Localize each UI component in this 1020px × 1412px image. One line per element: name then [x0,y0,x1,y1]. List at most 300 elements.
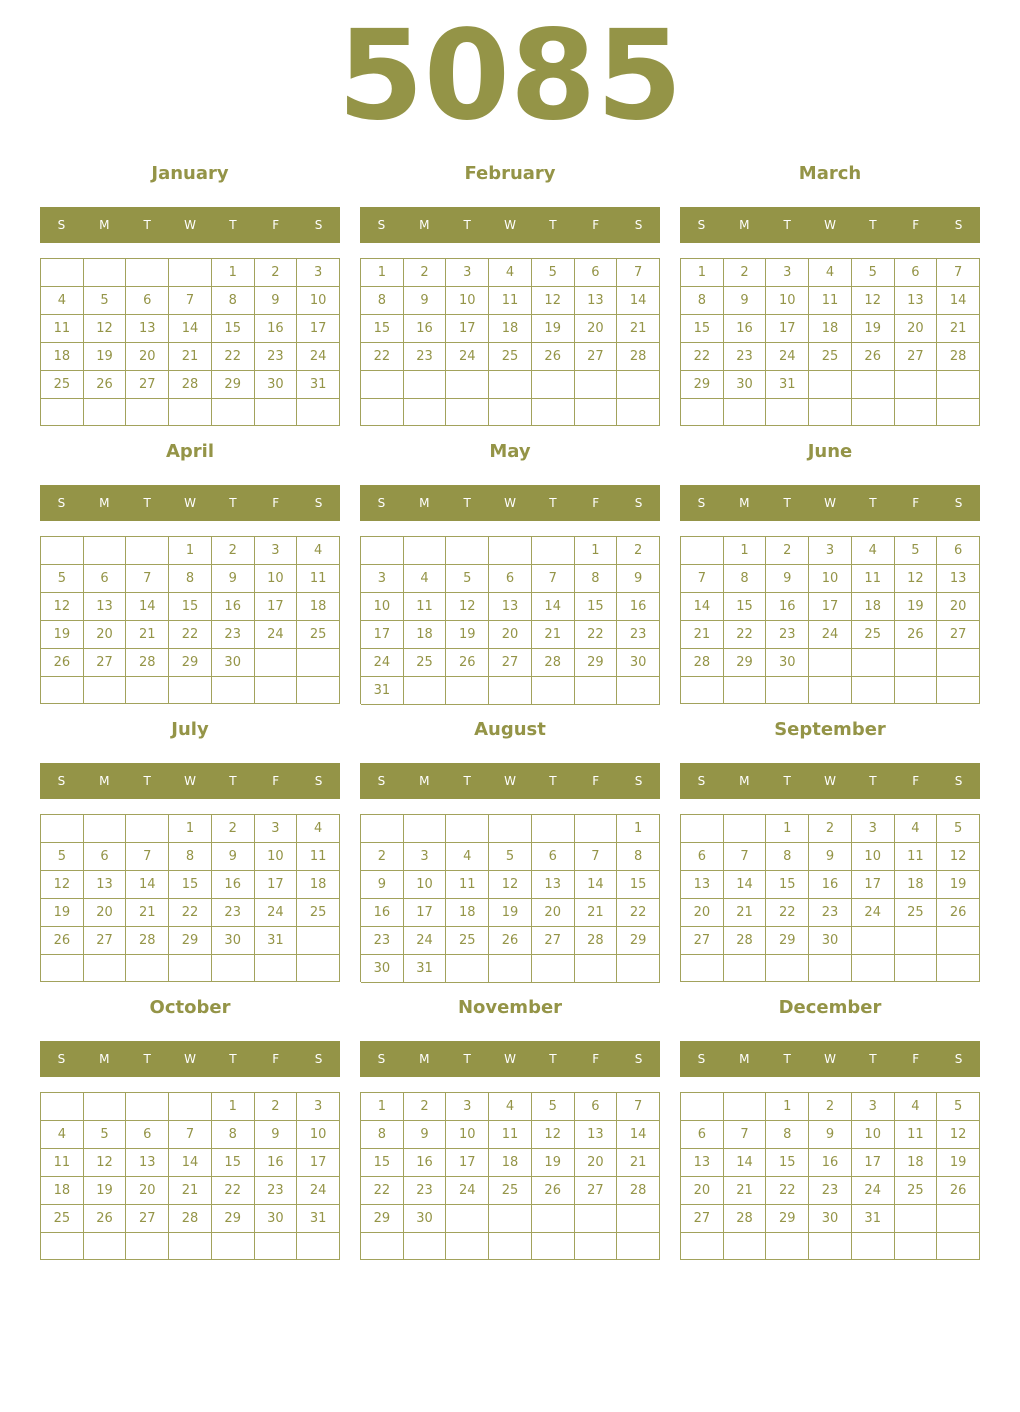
empty-cell [575,815,618,843]
weekday-header [680,1041,980,1077]
day-cell: 7 [937,259,980,287]
empty-cell [84,1233,127,1260]
day-cell: 21 [126,621,169,649]
month-september [680,718,980,982]
month-name: April [165,441,215,462]
day-cell: 18 [41,343,84,371]
month-name: December [778,997,882,1018]
day-cell: 27 [895,343,938,371]
empty-cell [126,1093,169,1121]
weekday-label: S [634,1052,643,1066]
weekday-label: T [549,218,557,232]
day-cell: 23 [404,1177,447,1205]
day-cell: 3 [766,259,809,287]
day-cell: 7 [617,1093,660,1121]
day-cell: 25 [895,899,938,927]
day-cell: 22 [766,899,809,927]
empty-cell [446,677,489,705]
day-cell: 21 [169,343,212,371]
day-cell: 3 [809,537,852,565]
weekday-label: S [377,1052,386,1066]
weekday-label: T [143,774,151,788]
empty-cell [41,537,84,565]
day-cell: 3 [297,1093,340,1121]
month-name: September [774,719,886,740]
empty-cell [489,371,532,399]
weekday-label: T [869,774,877,788]
weekday-label: F [272,496,280,510]
empty-cell [937,399,980,426]
weekday-label: T [463,774,471,788]
weekday-label: T [869,496,877,510]
empty-cell [126,677,169,704]
day-cell: 29 [212,371,255,399]
day-cell: 8 [724,565,767,593]
day-cell: 23 [617,621,660,649]
day-grid [360,536,660,704]
month-name: March [798,163,862,184]
day-cell: 4 [297,537,340,565]
day-cell: 9 [212,565,255,593]
day-cell: 4 [895,1093,938,1121]
weekday-label: M [739,218,750,232]
weekday-label: T [783,496,791,510]
empty-cell [446,537,489,565]
day-cell: 25 [446,927,489,955]
weekday-label: M [739,496,750,510]
day-cell: 2 [361,843,404,871]
empty-cell [84,259,127,287]
empty-cell [809,1233,852,1260]
day-cell: 25 [404,649,447,677]
day-cell: 12 [532,287,575,315]
weekday-label: S [314,774,323,788]
day-cell: 11 [446,871,489,899]
weekday-label: S [314,496,323,510]
day-cell: 23 [212,899,255,927]
month-april [40,440,340,704]
weekday-label: S [697,218,706,232]
weekday-label: T [783,1052,791,1066]
day-cell: 6 [126,287,169,315]
weekday-label: M [739,774,750,788]
empty-cell [852,1233,895,1260]
day-cell: 9 [361,871,404,899]
month-name: November [457,997,563,1018]
day-cell: 29 [681,371,724,399]
weekday-label: F [272,774,280,788]
day-cell: 11 [852,565,895,593]
empty-cell [126,955,169,982]
day-cell: 26 [446,649,489,677]
month-january [40,162,340,426]
empty-cell [84,677,127,704]
day-cell: 14 [169,1149,212,1177]
day-cell: 4 [41,287,84,315]
day-cell: 13 [126,315,169,343]
empty-cell [766,955,809,982]
month-name: May [489,441,531,462]
empty-cell [681,1233,724,1260]
empty-cell [681,537,724,565]
day-cell: 20 [937,593,980,621]
empty-cell [809,399,852,426]
day-cell: 23 [809,899,852,927]
empty-cell [41,677,84,704]
day-cell: 5 [489,843,532,871]
day-cell: 2 [404,1093,447,1121]
day-cell: 9 [212,843,255,871]
weekday-label: T [869,1052,877,1066]
day-cell: 19 [446,621,489,649]
day-cell: 13 [489,593,532,621]
day-cell: 12 [937,1121,980,1149]
month-name: August [474,719,546,740]
day-cell: 8 [361,287,404,315]
day-cell: 11 [489,1121,532,1149]
day-grid [40,814,340,982]
day-cell: 24 [255,899,298,927]
day-cell: 9 [809,1121,852,1149]
day-cell: 19 [41,899,84,927]
empty-cell [617,1233,660,1260]
day-cell: 7 [169,1121,212,1149]
day-cell: 3 [255,815,298,843]
empty-cell [404,537,447,565]
day-cell: 5 [41,565,84,593]
day-cell: 30 [617,649,660,677]
empty-cell [724,399,767,426]
day-cell: 30 [361,955,404,983]
empty-cell [446,371,489,399]
day-cell: 27 [126,371,169,399]
empty-cell [404,677,447,705]
empty-cell [937,1233,980,1260]
day-cell: 21 [169,1177,212,1205]
empty-cell [404,371,447,399]
day-cell: 20 [126,343,169,371]
day-cell: 6 [895,259,938,287]
empty-cell [255,1233,298,1260]
day-cell: 8 [617,843,660,871]
empty-cell [446,1233,489,1260]
day-cell: 21 [724,899,767,927]
day-cell: 28 [169,371,212,399]
weekday-label: W [824,496,836,510]
weekday-label: W [824,218,836,232]
day-cell: 30 [766,649,809,677]
month-name: October [149,997,231,1018]
day-cell: 31 [255,927,298,955]
day-cell: 9 [617,565,660,593]
day-cell: 28 [532,649,575,677]
empty-cell [446,955,489,983]
day-cell: 17 [809,593,852,621]
day-cell: 31 [404,955,447,983]
weekday-header [680,207,980,243]
day-cell: 14 [575,871,618,899]
day-cell: 21 [532,621,575,649]
weekday-label: M [419,1052,430,1066]
day-cell: 10 [404,871,447,899]
weekday-label: M [419,774,430,788]
day-cell: 15 [724,593,767,621]
empty-cell [41,259,84,287]
day-cell: 24 [297,1177,340,1205]
day-cell: 23 [255,1177,298,1205]
day-cell: 22 [212,1177,255,1205]
day-cell: 17 [297,315,340,343]
weekday-label: T [229,1052,237,1066]
day-cell: 25 [297,899,340,927]
empty-cell [852,371,895,399]
day-cell: 16 [766,593,809,621]
empty-cell [575,371,618,399]
day-cell: 5 [84,1121,127,1149]
day-cell: 15 [212,1149,255,1177]
empty-cell [937,677,980,704]
empty-cell [446,399,489,427]
weekday-header [680,485,980,521]
day-cell: 8 [169,843,212,871]
day-cell: 24 [404,927,447,955]
day-cell: 4 [895,815,938,843]
empty-cell [681,815,724,843]
day-cell: 17 [255,593,298,621]
weekday-header [360,485,660,521]
empty-cell [489,1205,532,1233]
weekday-label: T [143,1052,151,1066]
day-grid [40,1092,340,1260]
day-cell: 25 [809,343,852,371]
day-cell: 3 [446,1093,489,1121]
empty-cell [41,1093,84,1121]
day-cell: 28 [126,649,169,677]
day-cell: 27 [575,343,618,371]
day-cell: 17 [297,1149,340,1177]
empty-cell [895,1205,938,1233]
day-grid [680,1092,980,1260]
day-cell: 26 [532,343,575,371]
day-cell: 31 [766,371,809,399]
weekday-label: W [504,496,516,510]
day-cell: 24 [297,343,340,371]
empty-cell [84,815,127,843]
day-cell: 30 [255,371,298,399]
empty-cell [766,677,809,704]
empty-cell [532,371,575,399]
day-cell: 27 [532,927,575,955]
day-cell: 11 [895,843,938,871]
day-cell: 24 [809,621,852,649]
day-cell: 2 [809,815,852,843]
day-cell: 11 [297,843,340,871]
weekday-label: W [184,496,196,510]
weekday-label: W [824,1052,836,1066]
day-cell: 29 [617,927,660,955]
day-cell: 2 [724,259,767,287]
month-february [360,162,660,426]
empty-cell [937,649,980,677]
day-cell: 1 [212,259,255,287]
empty-cell [532,537,575,565]
day-cell: 27 [489,649,532,677]
day-cell: 28 [681,649,724,677]
day-cell: 26 [41,649,84,677]
day-cell: 14 [724,1149,767,1177]
day-cell: 6 [681,843,724,871]
day-cell: 15 [681,315,724,343]
empty-cell [532,399,575,427]
day-cell: 15 [169,593,212,621]
empty-cell [169,955,212,982]
weekday-label: T [463,496,471,510]
day-cell: 13 [84,593,127,621]
day-cell: 10 [809,565,852,593]
day-cell: 1 [169,537,212,565]
empty-cell [617,955,660,983]
weekday-label: M [99,1052,110,1066]
day-cell: 29 [212,1205,255,1233]
empty-cell [724,815,767,843]
empty-cell [41,1233,84,1260]
day-cell: 22 [575,621,618,649]
day-cell: 14 [126,871,169,899]
day-cell: 27 [84,649,127,677]
empty-cell [575,1233,618,1260]
weekday-header [40,485,340,521]
day-cell: 4 [41,1121,84,1149]
day-cell: 25 [895,1177,938,1205]
weekday-label: F [592,774,600,788]
day-cell: 15 [617,871,660,899]
day-cell: 12 [84,1149,127,1177]
day-cell: 20 [681,899,724,927]
day-cell: 26 [937,899,980,927]
day-cell: 11 [404,593,447,621]
day-cell: 21 [617,315,660,343]
day-cell: 21 [617,1149,660,1177]
weekday-label: W [504,218,516,232]
empty-cell [681,955,724,982]
empty-cell [84,955,127,982]
day-cell: 29 [575,649,618,677]
day-cell: 6 [681,1121,724,1149]
day-cell: 20 [575,315,618,343]
day-cell: 3 [297,259,340,287]
day-cell: 6 [489,565,532,593]
day-cell: 30 [809,1205,852,1233]
day-cell: 16 [404,315,447,343]
empty-cell [852,399,895,426]
day-cell: 31 [297,371,340,399]
day-cell: 23 [766,621,809,649]
day-cell: 8 [681,287,724,315]
weekday-label: W [504,774,516,788]
weekday-label: F [912,218,920,232]
day-cell: 7 [169,287,212,315]
day-cell: 7 [126,565,169,593]
empty-cell [169,259,212,287]
day-cell: 20 [84,899,127,927]
day-cell: 11 [41,1149,84,1177]
weekday-header [40,763,340,799]
day-cell: 11 [489,287,532,315]
empty-cell [446,815,489,843]
empty-cell [852,649,895,677]
day-cell: 10 [255,843,298,871]
day-cell: 1 [361,1093,404,1121]
day-cell: 25 [489,1177,532,1205]
day-cell: 15 [575,593,618,621]
day-cell: 26 [852,343,895,371]
empty-cell [489,955,532,983]
month-name: February [464,163,556,184]
day-cell: 15 [361,315,404,343]
day-cell: 23 [255,343,298,371]
day-cell: 18 [297,593,340,621]
empty-cell [404,815,447,843]
day-cell: 1 [766,815,809,843]
day-cell: 22 [169,899,212,927]
weekday-label: T [463,1052,471,1066]
day-cell: 11 [895,1121,938,1149]
day-cell: 17 [255,871,298,899]
day-grid [680,814,980,982]
weekday-label: S [57,218,66,232]
day-cell: 18 [41,1177,84,1205]
month-october [40,996,340,1260]
day-cell: 18 [809,315,852,343]
day-cell: 10 [852,843,895,871]
day-cell: 28 [724,1205,767,1233]
day-cell: 13 [84,871,127,899]
month-june [680,440,980,704]
day-cell: 29 [766,927,809,955]
month-july [40,718,340,982]
day-cell: 23 [361,927,404,955]
day-cell: 4 [446,843,489,871]
day-cell: 14 [169,315,212,343]
day-cell: 15 [361,1149,404,1177]
weekday-label: T [869,218,877,232]
day-cell: 15 [766,1149,809,1177]
day-cell: 19 [895,593,938,621]
day-cell: 6 [575,1093,618,1121]
empty-cell [809,649,852,677]
day-cell: 19 [937,1149,980,1177]
empty-cell [169,399,212,426]
day-cell: 5 [895,537,938,565]
empty-cell [575,399,618,427]
empty-cell [212,1233,255,1260]
weekday-header [680,763,980,799]
day-cell: 4 [809,259,852,287]
day-cell: 25 [41,1205,84,1233]
day-cell: 17 [852,871,895,899]
day-cell: 4 [852,537,895,565]
weekday-label: S [954,774,963,788]
day-cell: 30 [724,371,767,399]
day-cell: 16 [212,593,255,621]
empty-cell [532,1233,575,1260]
weekday-header [360,763,660,799]
weekday-label: F [272,218,280,232]
weekday-label: W [184,774,196,788]
empty-cell [852,955,895,982]
day-cell: 21 [681,621,724,649]
empty-cell [532,955,575,983]
